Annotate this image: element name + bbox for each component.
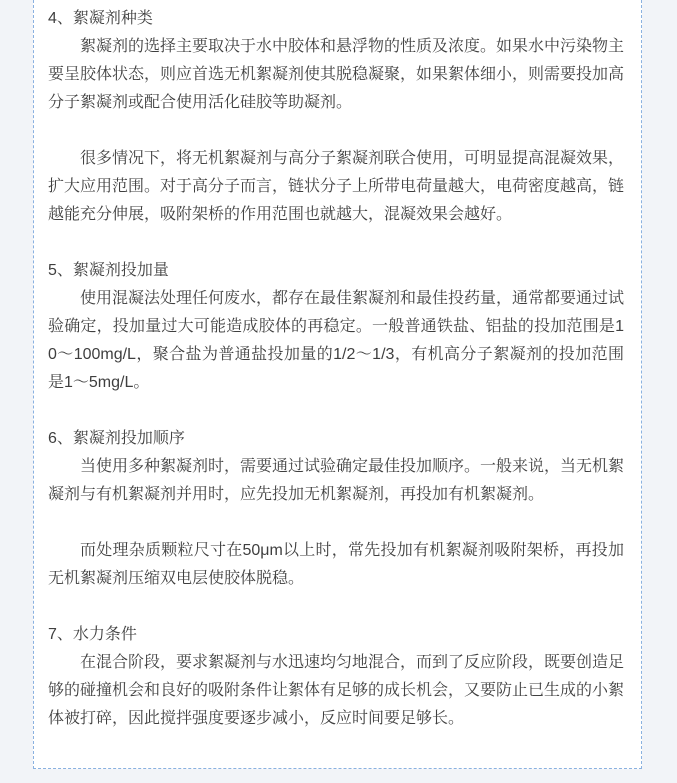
article-card <box>33 0 642 769</box>
section-heading: 7、水力条件 <box>48 626 137 643</box>
section-heading: 5、絮凝剂投加量 <box>48 262 169 279</box>
paragraph: 而处理杂质颗粒尺寸在50μm以上时，常先投加有机絮凝剂吸附架桥，再投加无机絮凝剂压缩双电层使胶体脱稳。 <box>48 542 624 587</box>
paragraph: 很多情况下，将无机絮凝剂与高分子絮凝剂联合使用，可明显提高混凝效果，扩大应用范围。对于高分子而言，链状分子上所带电荷量越大，电荷密度越高，链越能充分伸展，吸附架桥的作用范围也就越大，混凝效果会越好。 <box>48 150 625 223</box>
paragraph: 絮凝剂的选择主要取决于水中胶体和悬浮物的性质及浓度。如果水中污染物主要呈胶体状态，则应首选无机絮凝剂使其脱稳凝聚，如果絮体细小，则需要投加高分子絮凝剂或配合使用活化硅胶等助凝剂。 <box>48 38 625 111</box>
section-hydraulic-conditions <box>48 621 624 733</box>
paragraph: 使用混凝法处理任何废水，都存在最佳絮凝剂和最佳投药量，通常都要通过试验确定，投加量过大可能造成胶体的再稳定。一般普通铁盐、铝盐的投加范围是10～100mg/L，聚合盐为普通盐投加量的1/2～1/3，有机高分子絮凝剂的投加范围是1～5mg/L。 <box>48 290 625 391</box>
section-heading: 4、絮凝剂种类 <box>48 10 153 27</box>
section-flocculant-types <box>48 5 624 229</box>
paragraph: 在混合阶段，要求絮凝剂与水迅速均匀地混合，而到了反应阶段，既要创造足够的碰撞机会和良好的吸附条件让絮体有足够的成长机会，又要防止已生成的小絮体被打碎，因此搅拌强度要逐步减小，反应时间要足够长。 <box>48 654 625 727</box>
section-dosing-order <box>48 425 624 593</box>
section-heading: 6、絮凝剂投加顺序 <box>48 430 185 447</box>
section-flocculant-dosage <box>48 257 624 397</box>
paragraph: 当使用多种絮凝剂时，需要通过试验确定最佳投加顺序。一般来说，当无机絮凝剂与有机絮凝剂并用时，应先投加无机絮凝剂，再投加有机絮凝剂。 <box>48 458 625 503</box>
